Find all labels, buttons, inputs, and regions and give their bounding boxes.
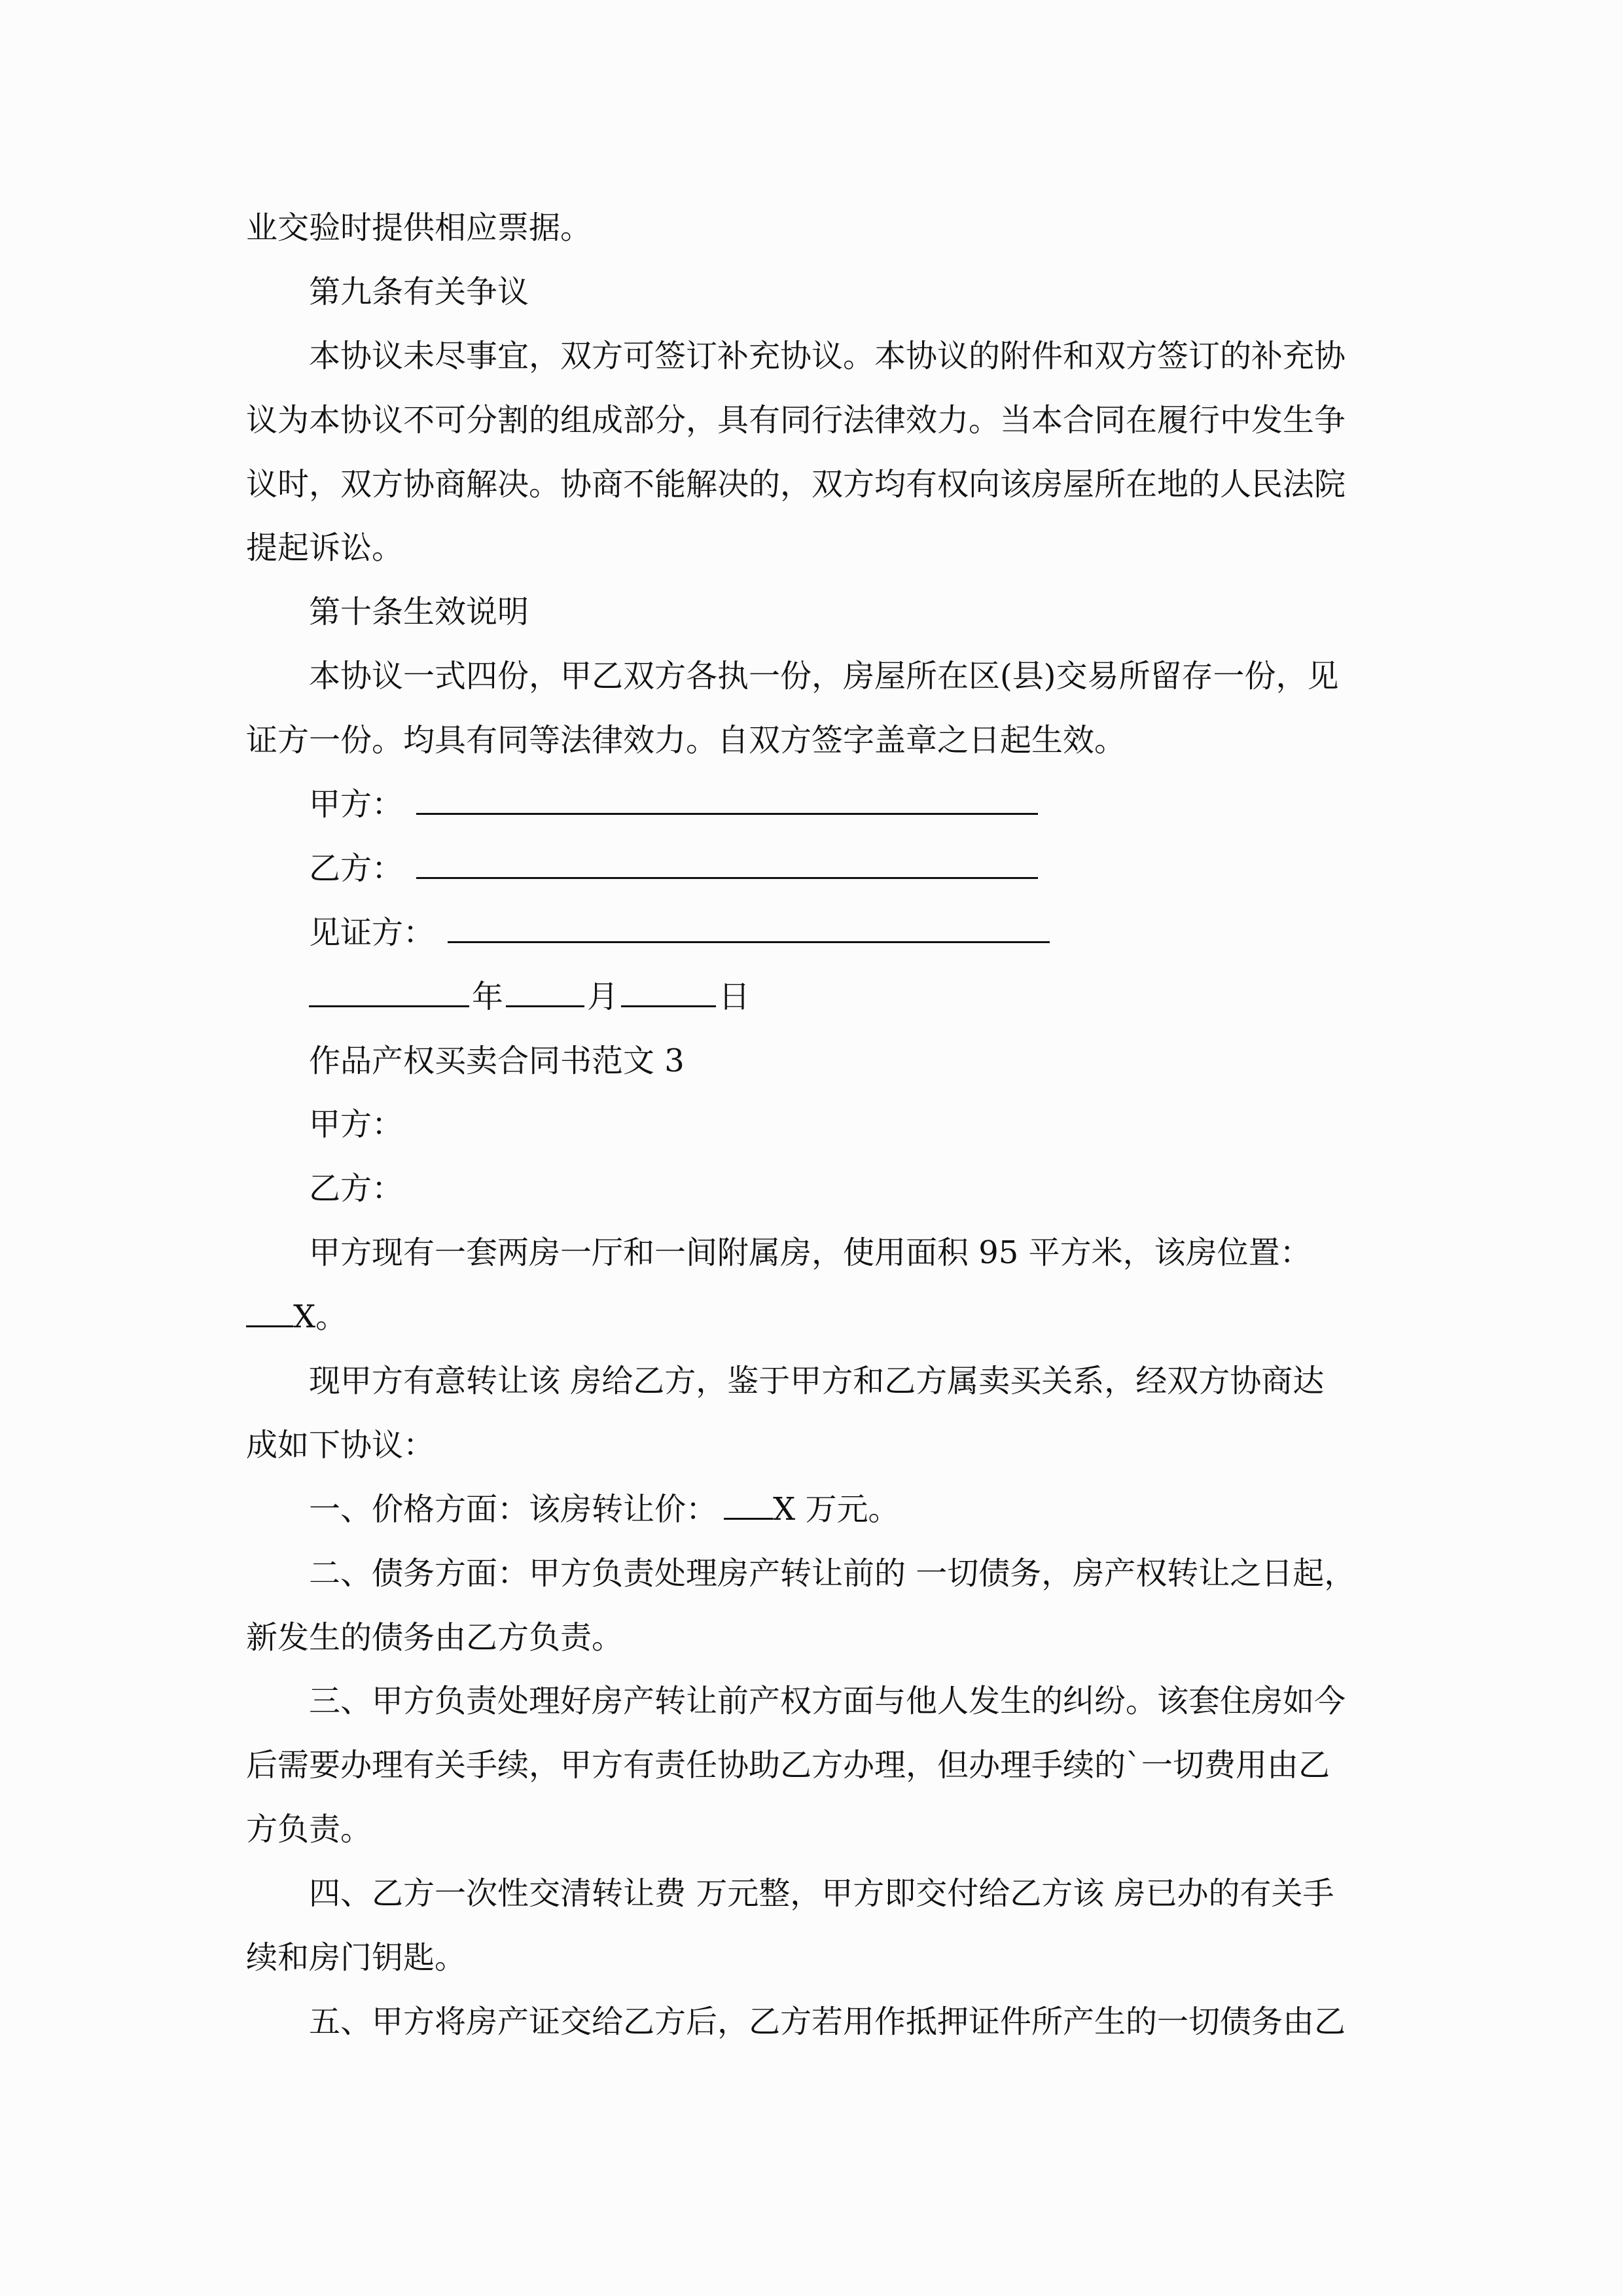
location-blank[interactable] <box>246 1299 293 1327</box>
location-tail: X。 <box>293 1299 348 1336</box>
party-a-line: 甲方： <box>309 1106 404 1143</box>
article-heading-9: 第九条有关争议 <box>309 273 529 310</box>
signature-witness <box>246 901 1378 965</box>
location-line <box>246 1285 1378 1350</box>
witness-label: 见证方： <box>309 914 435 951</box>
paragraph-line: 四、乙方一次性交清转让费 万元整，甲方即交付给乙方该 房已办的有关手 <box>309 1875 1334 1912</box>
day-label: 日 <box>719 978 751 1015</box>
paragraph-line: 业交验时提供相应票据。 <box>246 209 592 246</box>
price-line <box>246 1478 1378 1542</box>
witness-signature-field[interactable] <box>448 915 1050 943</box>
party-a-signature-field[interactable] <box>416 787 1038 815</box>
paragraph-line: 方负责。 <box>246 1811 372 1848</box>
paragraph-line: 后需要办理有关手续，甲方有责任协助乙方办理，但办理手续的`一切费用由乙 <box>246 1747 1330 1784</box>
year-label: 年 <box>472 978 504 1015</box>
party-b-label: 乙方： <box>309 850 404 887</box>
paragraph-line: 新发生的债务由乙方负责。 <box>246 1619 624 1656</box>
section-title: 作品产权买卖合同书范文 3 <box>309 1042 685 1079</box>
paragraph-line: 本协议一式四份，甲乙双方各执一份，房屋所在区(县)交易所留存一份，见 <box>309 658 1339 695</box>
paragraph-line: 五、甲方将房产证交给乙方后，乙方若用作抵押证件所产生的一切债务由乙 <box>309 2003 1346 2040</box>
paragraph-line: 议时，双方协商解决。协商不能解决的，双方均有权向该房屋所在地的人民法院 <box>246 465 1346 503</box>
paragraph-line: 议为本协议不可分割的组成部分，具有同行法律效力。当本合同在履行中发生争 <box>246 401 1346 439</box>
document-page <box>246 196 1378 2054</box>
paragraph-line: 成如下协议： <box>246 1426 435 1463</box>
month-field[interactable] <box>506 979 584 1007</box>
price-tail: X 万元。 <box>773 1490 900 1528</box>
paragraph-line: 提起诉讼。 <box>246 529 404 567</box>
paragraph-line: 续和房门钥匙。 <box>246 1939 467 1977</box>
signature-party-a <box>246 773 1378 837</box>
paragraph-line: 现甲方有意转让该 房给乙方，鉴于甲方和乙方属卖买关系，经双方协商达 <box>309 1363 1325 1400</box>
party-b-line: 乙方： <box>309 1170 404 1208</box>
signature-party-b <box>246 837 1378 901</box>
date-line <box>246 965 1378 1030</box>
price-blank[interactable] <box>724 1492 773 1520</box>
paragraph-line: 三、甲方负责处理好房产转让前产权方面与他人发生的纠纷。该套住房如今 <box>309 1683 1346 1720</box>
paragraph-line: 本协议未尽事宜，双方可签订补充协议。本协议的附件和双方签订的补充协 <box>309 337 1346 374</box>
price-head: 一、价格方面：该房转让价： <box>309 1490 718 1528</box>
paragraph-line: 二、债务方面：甲方负责处理房产转让前的 一切债务，房产权转让之日起， <box>309 1554 1356 1592</box>
month-label: 月 <box>587 978 619 1015</box>
party-b-signature-field[interactable] <box>416 851 1038 879</box>
article-heading-10: 第十条生效说明 <box>309 594 529 631</box>
paragraph-line: 证方一份。均具有同等法律效力。自双方签字盖章之日起生效。 <box>246 722 1126 759</box>
paragraph-line: 甲方现有一套两房一厅和一间附属房，使用面积 95 平方米，该房位置： <box>309 1234 1311 1272</box>
day-field[interactable] <box>621 979 716 1007</box>
party-a-label: 甲方： <box>309 786 404 823</box>
year-field[interactable] <box>309 979 469 1007</box>
